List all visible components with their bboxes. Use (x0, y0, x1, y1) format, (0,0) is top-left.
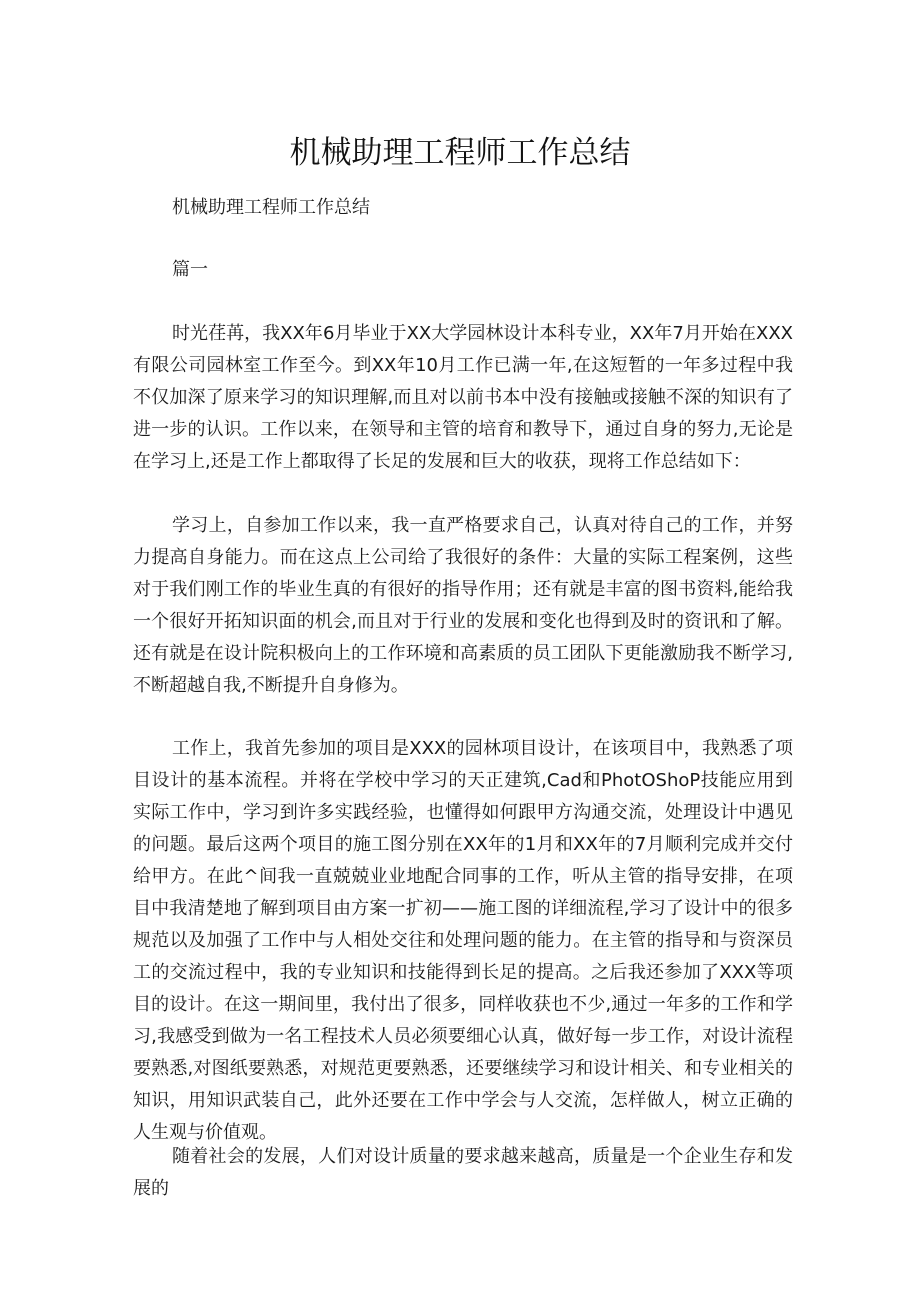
paragraph-quality: 随着社会的发展，人们对设计质量的要求越来越高，质量是一个企业生存和发展的 (133, 1146, 793, 1199)
paragraph-work: 工作上，我首先参加的项目是XXX的园林项目设计，在该项目中，我熟悉了项目设计的基本流程。并将在学校中学习的天正建筑,Cad和PhotOShoP技能应用到实际工作中，学习到许多实践经验，也懂得如何跟甲方沟通交流，处理设计中遇见的问题。最后这两个项目的施工图分别在XX年的1月和XX年的7月顺利完成并交付给甲方。在此^间我一直兢兢业业地配合同事的工作，听从主管的指导安排，在项目中我清楚地了解到项目由方案一扩初——施工图的详细流程,学习了设计中的很多规范以及加强了工作中与人相处交往和处理问题的能力。在主管的指导和与资深员工的交流过程中，我的专业知识和技能得到长足的提高。之后我还参加了XXX等项目的设计。在这一期间里，我付出了很多，同样收获也不少,通过一年多的工作和学习,我感受到做为一名工程技术人员必须要细心认真，做好每一步工作，对设计流程要熟悉,对图纸要熟悉，对规范更要熟悉，还要继续学习和设计相关、和专业相关的知识，用知识武装自己，此外还要在工作中学会与人交流，怎样做人，树立正确的人生观与价值观。 (133, 738, 793, 1143)
paragraph-intro: 时光荏苒，我XX年6月毕业于XX大学园林设计本科专业，XX年7月开始在XXX有限公司园林室工作至今。到XX年10月工作已满一年,在这短暂的一年多过程中我不仅加深了原来学习的知识理解,而且对以前书本中没有接触或接触不深的知识有了进一步的认识。工作以来，在领导和主管的培育和教导下，通过自身的努力,无论是在学习上,还是工作上都取得了长足的发展和巨大的收获，现将工作总结如下： (133, 323, 793, 472)
document-title: 机械助理工程师工作总结 (289, 135, 631, 171)
paragraph-study: 学习上，自参加工作以来，我一直严格要求自己，认真对待自己的工作，并努力提高自身能力。而在这点上公司给了我很好的条件：大量的实际工程案例，这些对于我们刚工作的毕业生真的有很好的指导作用；还有就是丰富的图书资料,能给我一个很好开拓知识面的机会,而且对于行业的发展和变化也得到及时的资讯和了解。还有就是在设计院积极向上的工作环境和高素质的员工团队下更能激励我不断学习,不断超越自我,不断提升自身修为。 (133, 515, 793, 696)
document-subtitle: 机械助理工程师工作总结 (172, 197, 370, 218)
section-label: 篇一 (172, 259, 208, 280)
